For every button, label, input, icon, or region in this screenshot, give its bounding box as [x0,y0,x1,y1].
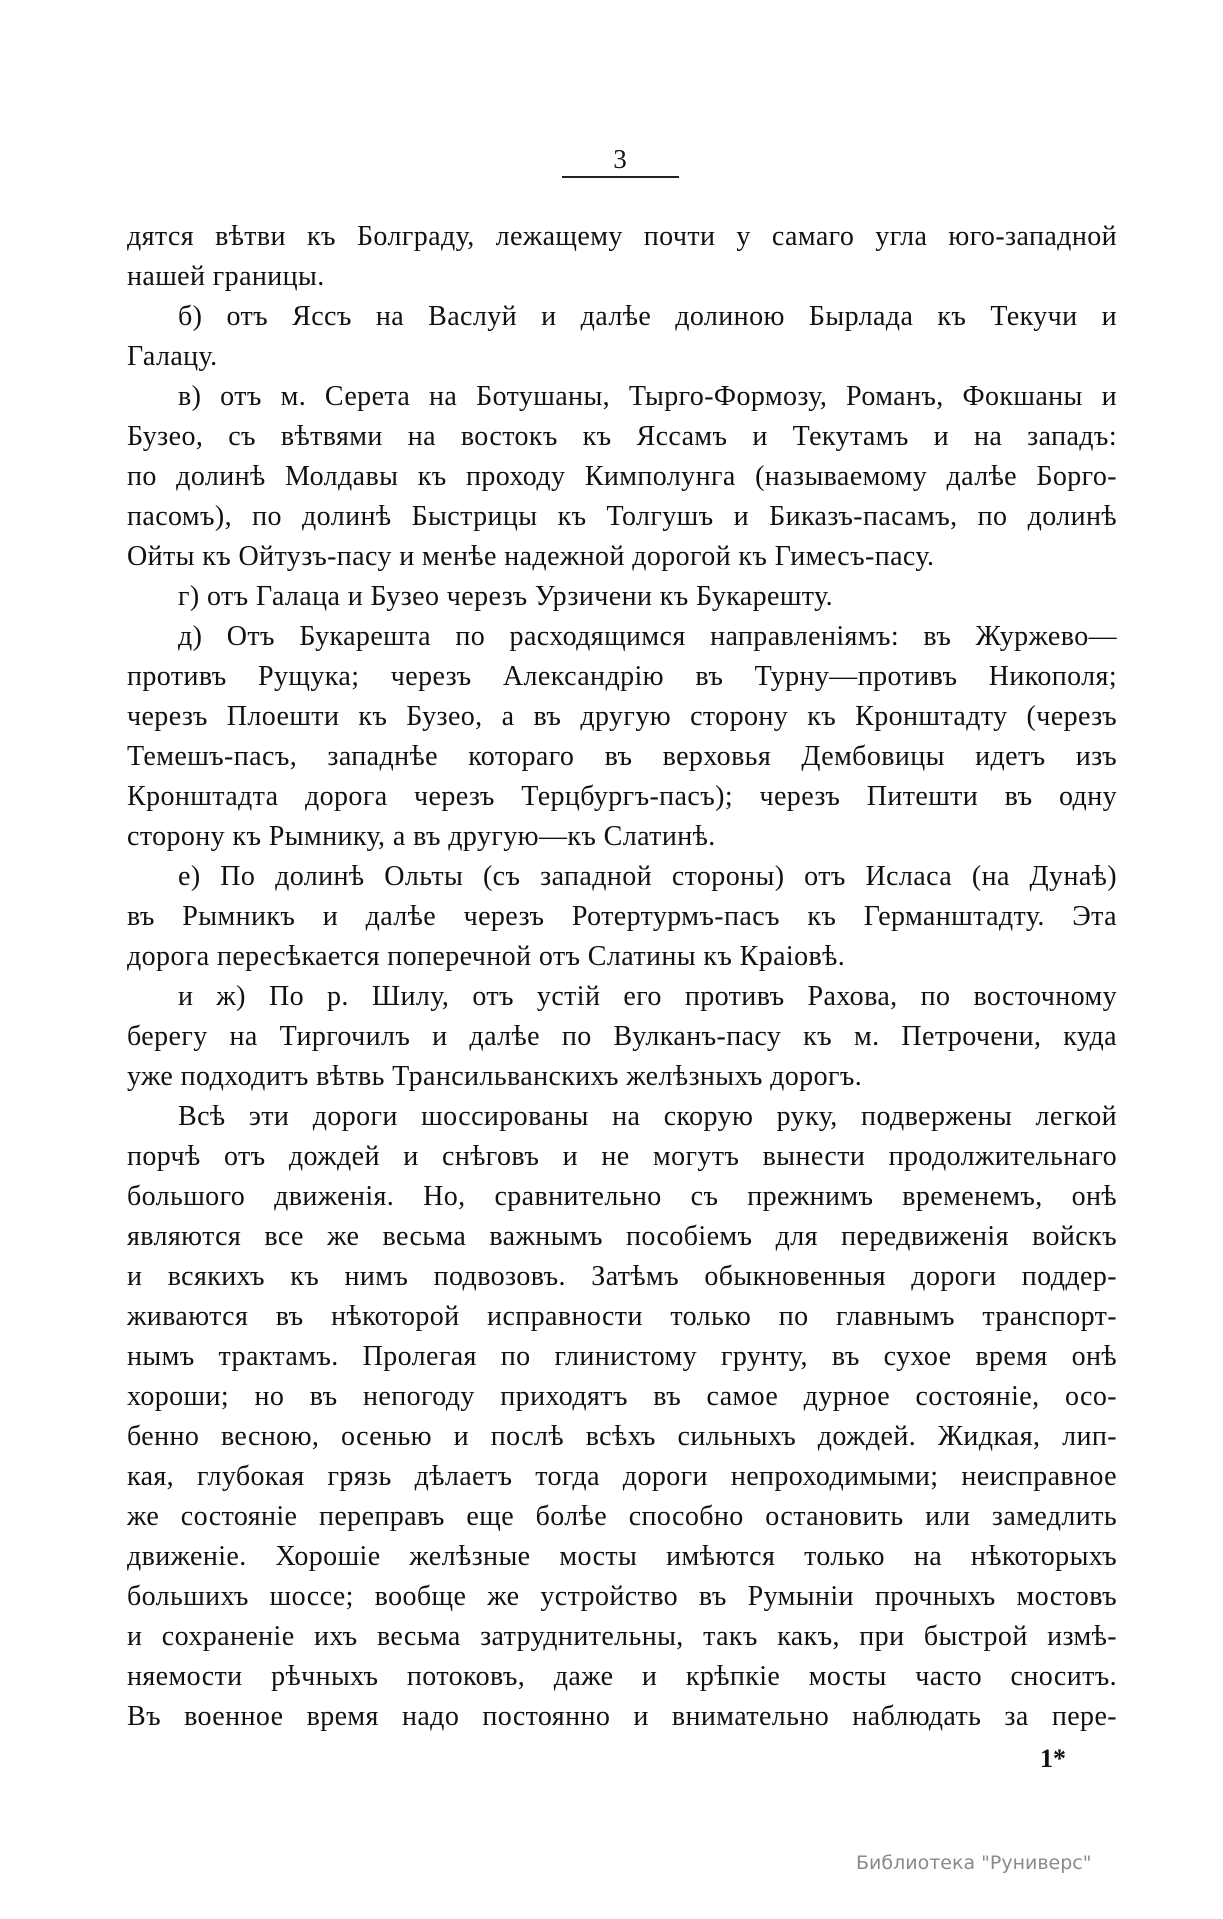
text-line: въ Рымникъ и далѣе черезъ Ротертурмъ-пасъ къ Германштадту. Эта [127,901,1117,932]
paragraph [127,617,1117,857]
page-number: 3 [613,144,627,174]
signature-mark: 1* [1040,1744,1066,1773]
text-line: Кронштадта дорога черезъ Терцбургъ-пасъ); черезъ Питешти въ одну [127,781,1117,812]
text-line: дорога пересѣкается поперечной отъ Слатины къ Краіовѣ. [127,941,846,972]
body-text [127,217,1117,1737]
text-line: нымъ трактамъ. Пролегая по глинистому грунту, въ сухое время онѣ [127,1341,1117,1372]
text-line: живаются въ нѣкоторой исправности только по главнымъ транспорт- [127,1301,1117,1332]
text-line: сторону къ Рымнику, а въ другую—къ Слатинѣ. [127,821,716,852]
text-line: Темешъ-пасъ, западнѣе котораго въ верховья Дембовицы идетъ изъ [127,741,1117,772]
text-line: няемости рѣчныхъ потоковъ, даже и крѣпкіе мосты часто сноситъ. [127,1661,1117,1692]
text-line: бенно весною, осенью и послѣ всѣхъ сильныхъ дождей. Жидкая, лип- [127,1421,1117,1452]
text-line: являются все же весьма важнымъ пособіемъ для передвиженія войскъ [127,1221,1117,1252]
text-line: большихъ шоссе; вообще же устройство въ Румыніи прочныхъ мостовъ [127,1581,1117,1612]
text-line: противъ Рущука; черезъ Александрію въ Турну—противъ Никополя; [127,661,1117,692]
paragraph [127,217,1117,297]
paragraph [127,297,1117,377]
paragraph [127,857,1117,977]
text-line: в) отъ м. Серета на Ботушаны, Тырго-Формозу, Романъ, Фокшаны и [178,381,1117,412]
text-line: Въ военное время надо постоянно и внимательно наблюдать за пере- [127,1701,1117,1732]
text-line: е) По долинѣ Ольты (съ западной стороны) отъ Исласа (на Дунаѣ) [178,861,1117,892]
text-line: порчѣ отъ дождей и снѣговъ и не могутъ вынести продолжительнаго [127,1141,1117,1172]
text-line: берегу на Тиргочилъ и далѣе по Вулканъ-пасу къ м. Петрочени, куда [127,1021,1117,1052]
text-line: Бузео, съ вѣтвями на востокъ къ Яссамъ и Текутамъ и на западъ: [127,421,1117,452]
paragraph [127,977,1117,1097]
paragraph [127,377,1117,577]
text-line: нашей границы. [127,261,325,292]
text-line: Всѣ эти дороги шоссированы на скорую руку, подвержены легкой [178,1101,1117,1132]
paragraph [127,577,1117,617]
text-line: пасомъ), по долинѣ Быстрицы къ Толгушъ и Биказъ-пасамъ, по долинѣ [127,501,1117,532]
text-line: дятся вѣтви къ Болграду, лежащему почти у самаго угла юго-западной [127,221,1117,252]
text-line: кая, глубокая грязь дѣлаетъ тогда дороги непроходимыми; неисправное [127,1461,1117,1492]
text-line: черезъ Плоешти къ Бузео, а въ другую сторону къ Кронштадту (черезъ [127,701,1117,732]
text-line: уже подходитъ вѣтвь Трансильванскихъ желѣзныхъ дорогъ. [127,1061,863,1092]
text-line: большого движенія. Но, сравнительно съ прежнимъ временемъ, онѣ [127,1181,1117,1212]
text-line: же состояніе переправъ еще болѣе способно остановить или замедлить [127,1501,1117,1532]
text-line: по долинѣ Молдавы къ проходу Кимполунга (называемому далѣе Борго- [127,461,1117,492]
text-line: хороши; но въ непогоду приходятъ въ самое дурное состояніе, осо- [127,1381,1117,1412]
header-rule [562,176,679,178]
text-line: б) отъ Яссъ на Васлуй и далѣе долиною Бырлада къ Текучи и [178,301,1117,332]
text-line: Ойты къ Ойтузъ-пасу и менѣе надежной дорогой къ Гимесъ-пасу. [127,541,935,572]
text-line: г) отъ Галаца и Бузео черезъ Урзичени къ Букарешту. [178,581,834,612]
text-line: д) Отъ Букарешта по расходящимся направленіямъ: въ Журжево— [178,621,1117,652]
text-line: и сохраненіе ихъ весьма затруднительны, такъ какъ, при быстрой измѣ- [127,1621,1117,1652]
library-watermark: Библиотека "Руниверс" [856,1852,1092,1874]
text-line: Галацу. [127,341,218,372]
text-line: движеніе. Хорошіе желѣзные мосты имѣются только на нѣкоторыхъ [127,1541,1117,1572]
text-line: и всякихъ къ нимъ подвозовъ. Затѣмъ обыкновенныя дороги поддер- [127,1261,1117,1292]
text-line: и ж) По р. Шилу, отъ устій его противъ Рахова, по восточному [178,981,1117,1012]
paragraph [127,1097,1117,1737]
